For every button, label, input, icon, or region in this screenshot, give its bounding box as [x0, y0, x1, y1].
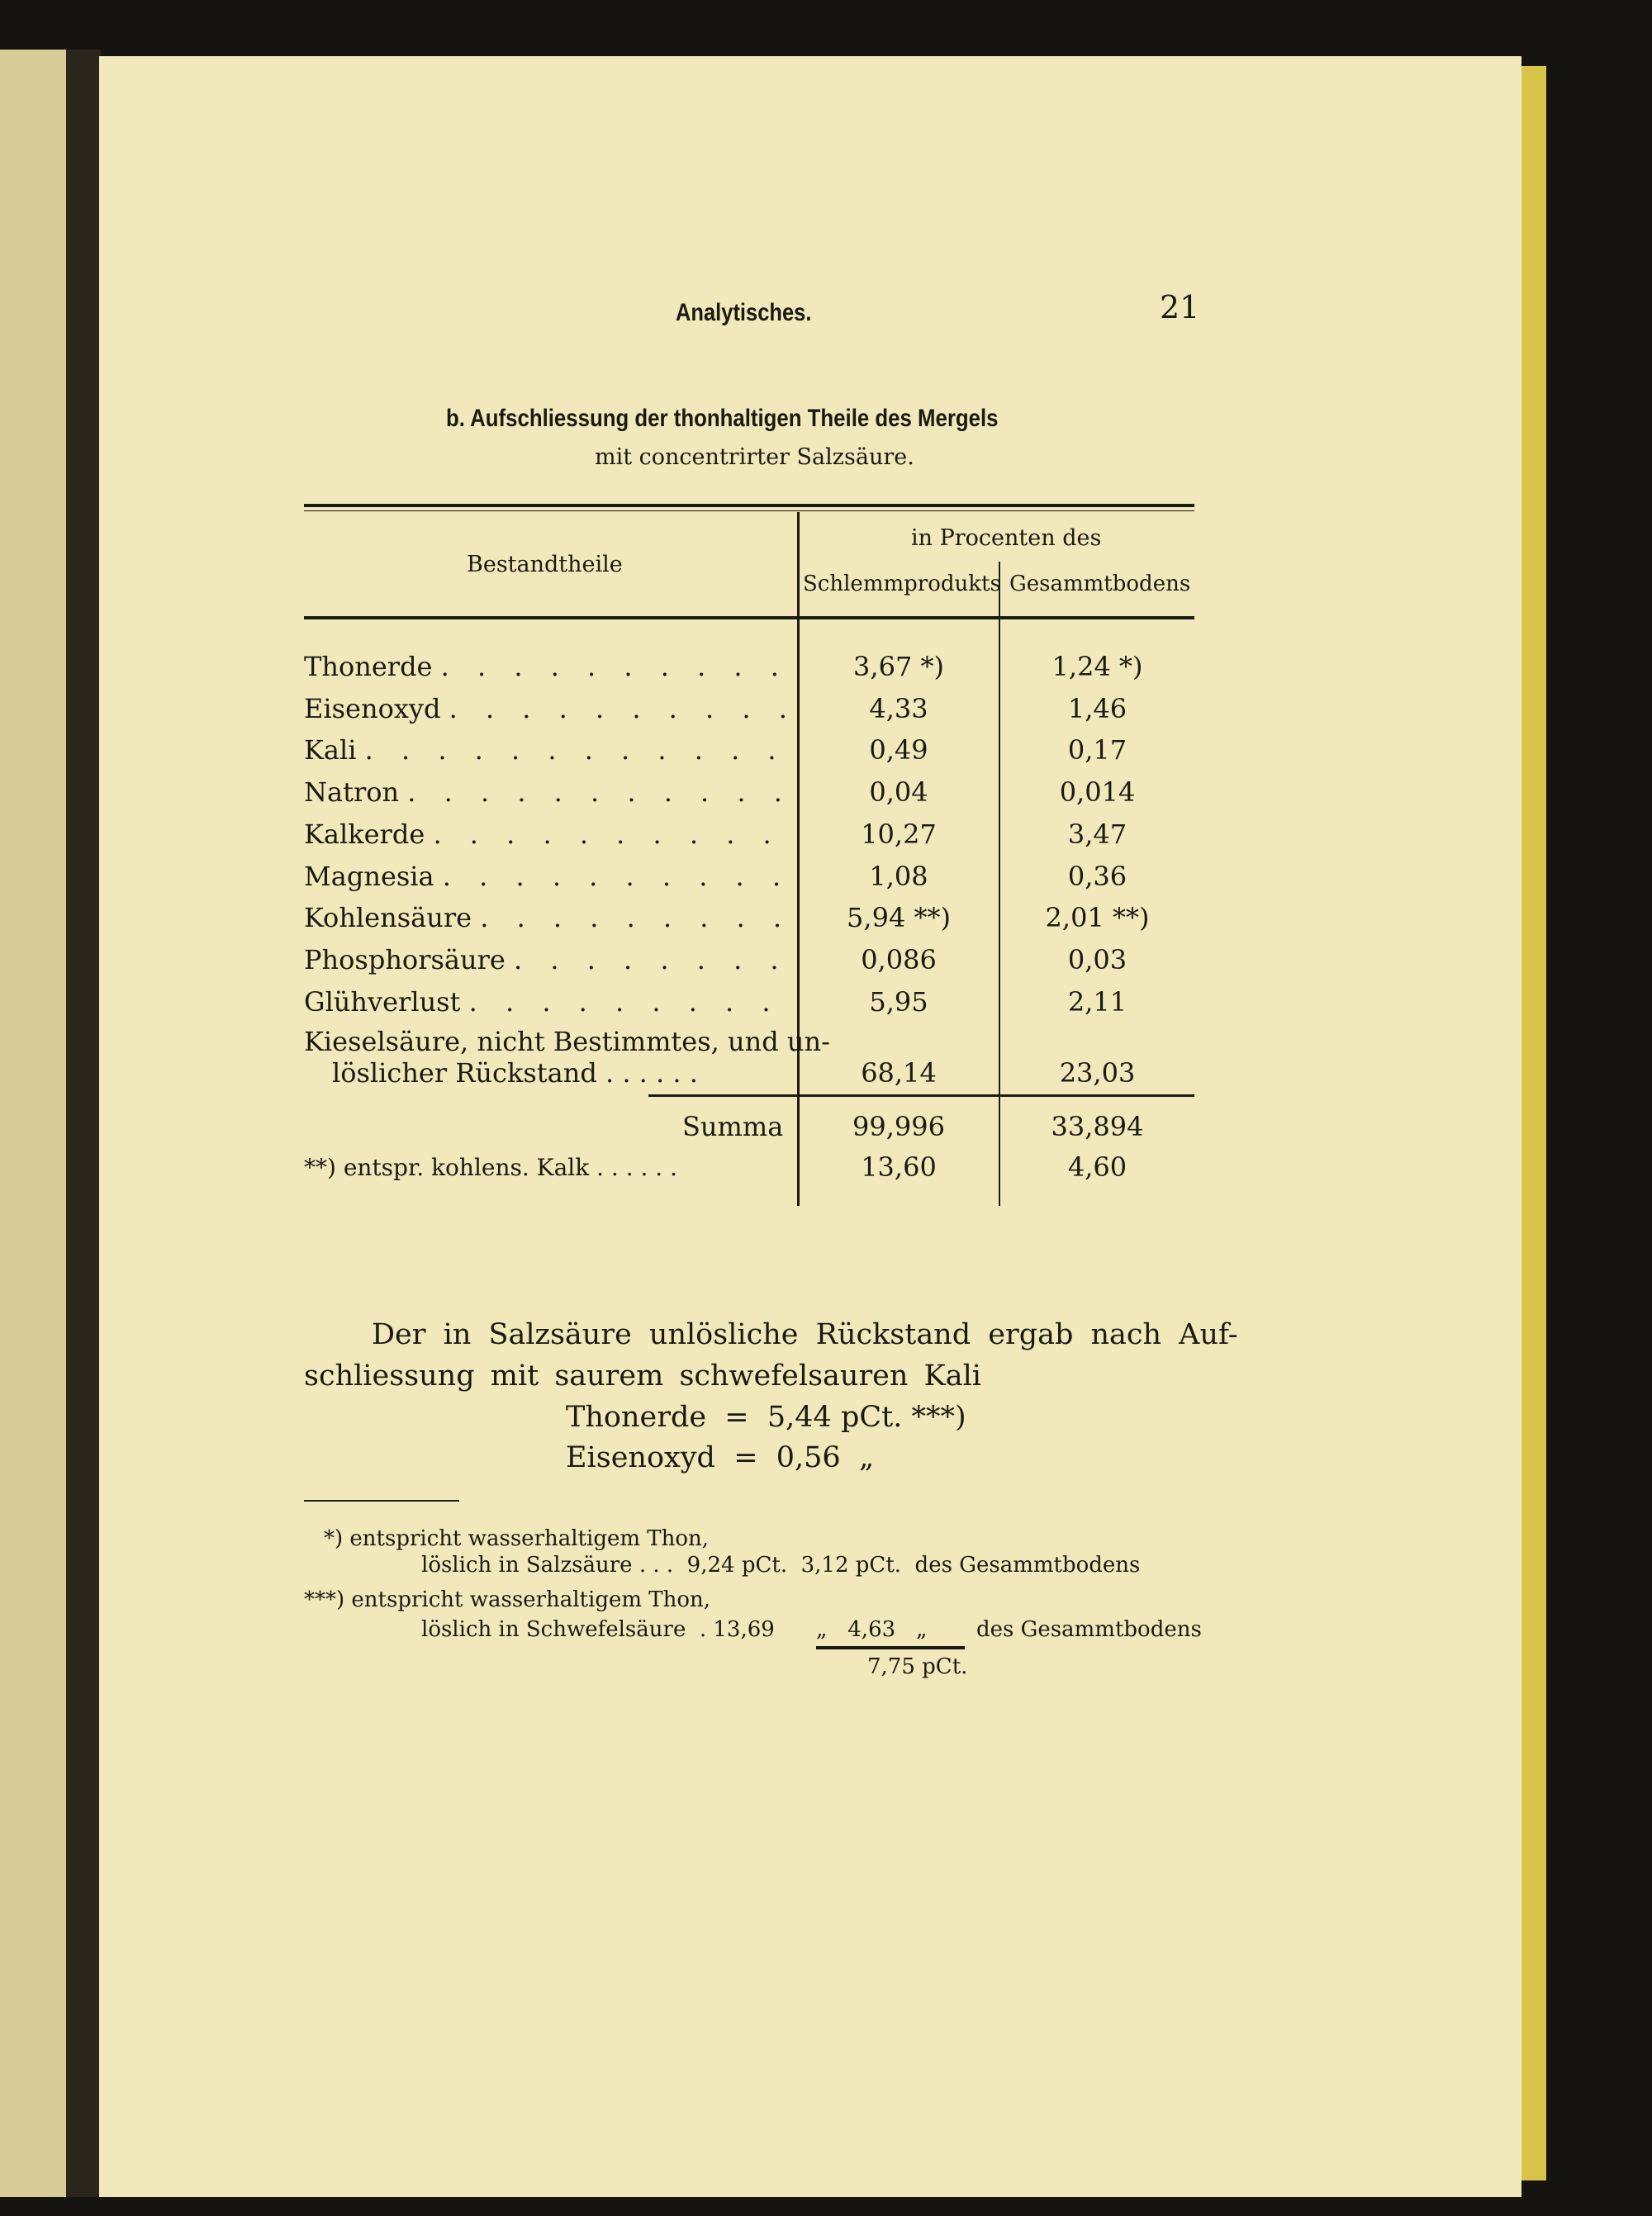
- footnote-total: 7,75 pCt.: [867, 1654, 968, 1679]
- sum-gesammt: 33,894: [1051, 1111, 1144, 1142]
- footnote-1-line-1: *) entspricht wasserhaltigem Thon,: [324, 1526, 710, 1551]
- row-label: [304, 944, 789, 975]
- footnote-rule: [304, 1500, 459, 1502]
- paragraph-line-1: Der in Salzsäure unlösliche Rückstand ergab nach Auf-: [372, 1318, 1238, 1351]
- running-title: Analytisches.: [676, 299, 812, 326]
- cell-gesammt: 0,03: [1067, 943, 1127, 975]
- cell-schlemm: 0,49: [869, 734, 928, 766]
- cell-gesammt: 3,47: [1067, 818, 1127, 850]
- row-label: [304, 861, 790, 892]
- cell-schlemm: 5,94 **): [847, 902, 951, 934]
- header-bestandtheile: Bestandtheile: [467, 552, 623, 577]
- leader-dots: . . . . . . . . . . . .: [364, 734, 786, 766]
- cell-gesammt: 1,24 *): [1051, 651, 1143, 682]
- row-label-cont: löslicher Rückstand . . . . . .: [332, 1057, 698, 1089]
- row-label-text: Kali: [304, 734, 357, 766]
- page-edges: [1521, 66, 1546, 2180]
- row-label-text: Phosphorsäure: [304, 943, 506, 975]
- leader-dots: . . . . . . . . . .: [449, 692, 797, 724]
- book-gutter: [66, 50, 101, 2197]
- row-label: [304, 819, 781, 850]
- header-schlemmprodukts: Schlemmprodukts: [803, 572, 1001, 596]
- cell-schlemm: 10,27: [861, 818, 937, 850]
- equation-eisenoxyd: Eisenoxyd = 0,56 „: [566, 1441, 875, 1474]
- row-label-text: Kalkerde: [304, 818, 425, 850]
- cell-gesammt: 0,17: [1067, 734, 1127, 766]
- table-top-rule: [304, 504, 1194, 507]
- note-schlemm: 13,60: [861, 1151, 937, 1183]
- footnote-1-line-2: löslich in Salzsäure . . . 9,24 pCt. 3,12 pCt. des Gesammtbodens: [421, 1553, 1141, 1578]
- row-label-text: Thonerde: [304, 651, 433, 682]
- table-column-divider: [797, 512, 800, 1206]
- row-label-text: Eisenoxyd: [304, 692, 441, 724]
- row-label: [304, 651, 789, 682]
- cell-schlemm: 0,04: [869, 776, 928, 809]
- row-label: [304, 693, 797, 724]
- page-number: 21: [1160, 289, 1200, 325]
- note-gesammt: 4,60: [1067, 1151, 1127, 1183]
- section-title: b. Aufschliessung der thonhaltigen Theile des Mergels: [446, 405, 999, 432]
- row-label-text: Natron: [304, 776, 400, 809]
- section-subtitle: mit concentrirter Salzsäure.: [595, 444, 914, 470]
- leader-dots: . . . . . . . . . . .: [407, 776, 792, 809]
- cell-gesammt: 23,03: [1059, 1057, 1136, 1089]
- row-label: [304, 776, 792, 808]
- leader-dots: . . . . . . . . . .: [440, 651, 789, 682]
- footnote-2-suffix: des Gesammtbodens: [976, 1617, 1202, 1642]
- header-gesammtbodens: Gesammtbodens: [1009, 572, 1191, 596]
- header-group: in Procenten des: [911, 525, 1102, 551]
- note-row-label: **) entspr. kohlens. Kalk . . . . . .: [304, 1154, 678, 1181]
- table-header-rule: [304, 616, 1194, 619]
- leader-dots: . . . . . . . . . .: [433, 818, 781, 850]
- row-label: [304, 986, 781, 1018]
- footnote-2-line-2: löslich in Schwefelsäure . 13,69: [421, 1617, 775, 1642]
- sum-schlemm: 99,996: [852, 1111, 945, 1142]
- equation-thonerde: Thonerde = 5,44 pCt. ***): [566, 1401, 966, 1434]
- leader-dots: . . . . . . . .: [514, 943, 789, 975]
- cell-schlemm: 3,67 *): [853, 651, 944, 682]
- cell-gesammt: 0,014: [1059, 776, 1136, 809]
- cell-gesammt: 2,11: [1067, 985, 1127, 1018]
- cell-gesammt: 1,46: [1067, 692, 1127, 724]
- previous-page-edge: [0, 50, 66, 2197]
- leader-dots: . . . . . . . . .: [468, 985, 781, 1018]
- leader-dots: . . . . . . . . . .: [442, 860, 791, 892]
- table-top-rule-thin: [304, 510, 1194, 511]
- cell-schlemm: 0,086: [861, 943, 937, 975]
- row-label: Kieselsäure, nicht Bestimmtes, und un-: [304, 1026, 830, 1057]
- row-label: [304, 902, 791, 933]
- leader-dots: . . . . . . . . .: [480, 902, 792, 934]
- cell-schlemm: 5,95: [869, 985, 928, 1018]
- footnote-2-values: „ 4,63 „: [816, 1617, 928, 1642]
- footnote-sum-rule: [816, 1646, 965, 1649]
- row-label-text: Glühverlust: [304, 985, 461, 1018]
- cell-schlemm: 1,08: [869, 860, 928, 892]
- cell-gesammt: 0,36: [1067, 860, 1127, 892]
- sum-rule: [648, 1094, 1194, 1097]
- cell-schlemm: 4,33: [869, 692, 928, 724]
- row-label-text: Kohlensäure: [304, 902, 472, 934]
- row-label: [304, 734, 786, 766]
- cell-schlemm: 68,14: [861, 1057, 937, 1089]
- sum-label: Summa: [682, 1111, 784, 1142]
- cell-gesammt: 2,01 **): [1045, 902, 1150, 934]
- paragraph-line-2: schliessung mit saurem schwefelsauren Kali: [304, 1359, 981, 1393]
- row-label-text: Magnesia: [304, 860, 434, 892]
- footnote-2-line-1: ***) entspricht wasserhaltigem Thon,: [304, 1587, 711, 1612]
